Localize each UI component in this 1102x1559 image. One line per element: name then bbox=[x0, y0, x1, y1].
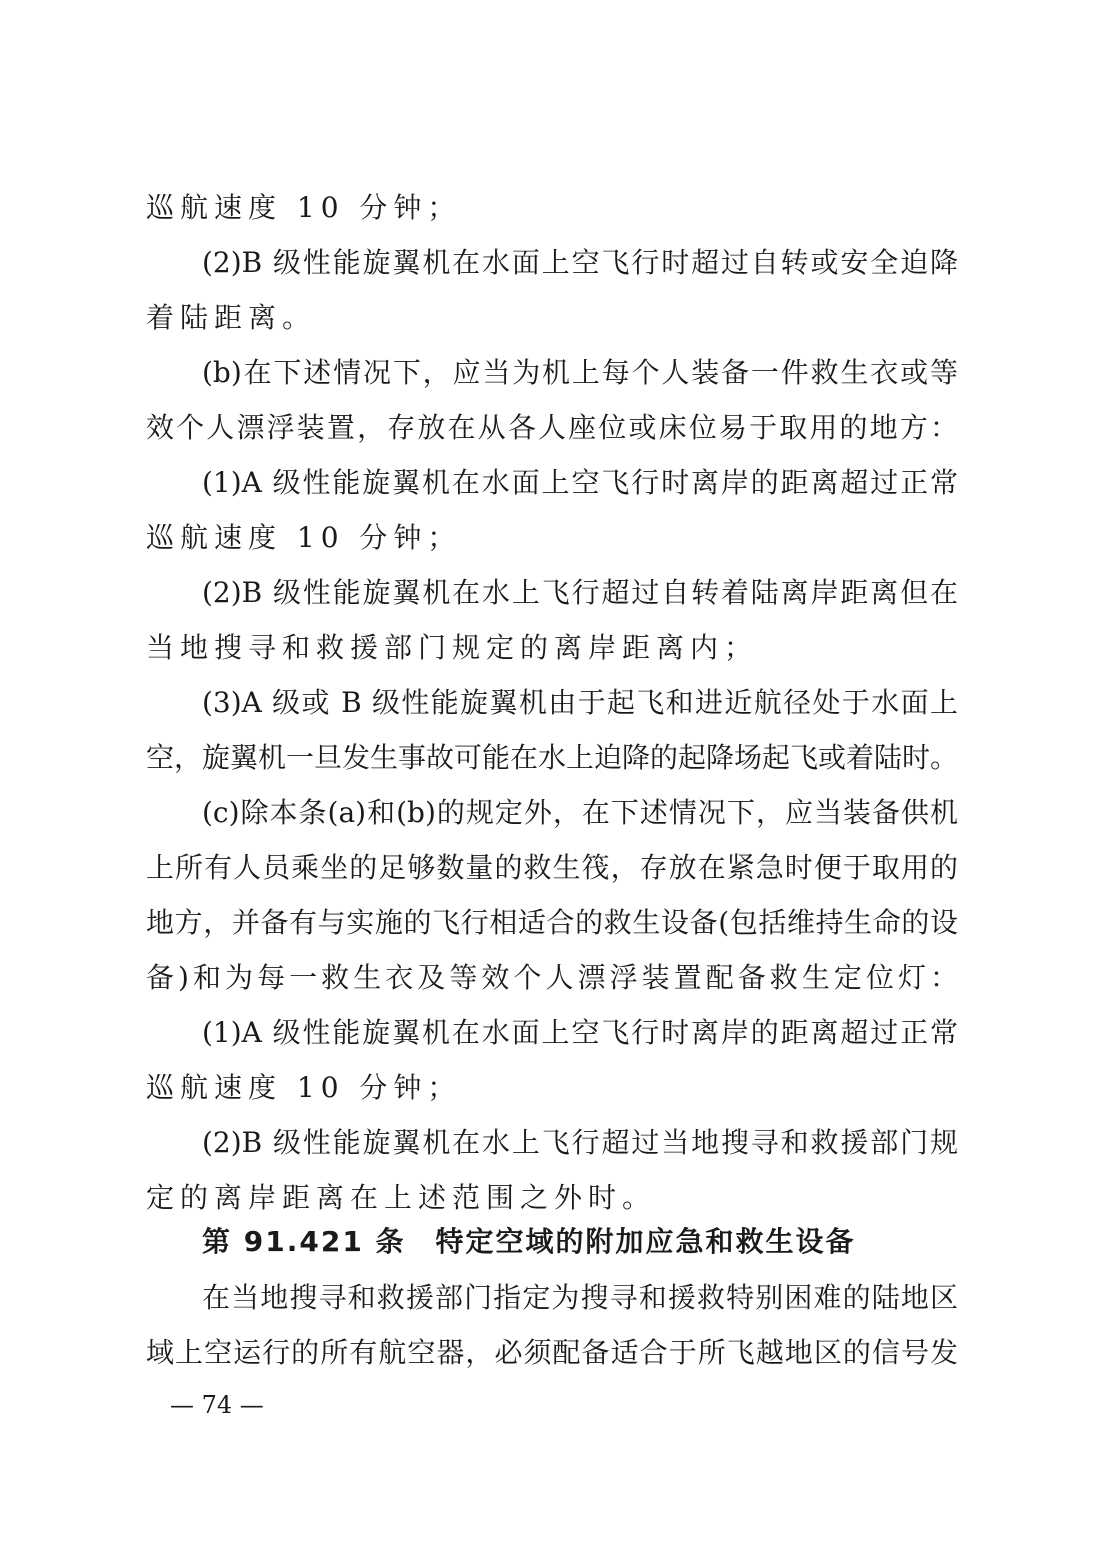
text-line: 巡航速度 10 分钟； bbox=[146, 1071, 462, 1104]
text-line: 地方，并备有与实施的飞行相适合的救生设备(包括维持生命的设 bbox=[146, 906, 958, 939]
text-line: (1)A 级性能旋翼机在水面上空飞行时离岸的距离超过正常 bbox=[202, 1016, 958, 1049]
text-line: 定的离岸距离在上述范围之外时。 bbox=[146, 1181, 657, 1214]
text-line: 巡航速度 10 分钟； bbox=[146, 191, 462, 224]
text-line: (2)B 级性能旋翼机在水上飞行超过自转着陆离岸距离但在 bbox=[202, 576, 958, 609]
text-line: (c)除本条(a)和(b)的规定外，在下述情况下，应当装备供机 bbox=[202, 796, 958, 829]
text-line: 效个人漂浮装置，存放在从各人座位或床位易于取用的地方： bbox=[146, 411, 958, 444]
text-line: (3)A 级或 B 级性能旋翼机由于起飞和进近航径处于水面上 bbox=[202, 686, 958, 719]
text-line: (2)B 级性能旋翼机在水上飞行超过当地搜寻和救援部门规 bbox=[202, 1126, 958, 1159]
text-line: (1)A 级性能旋翼机在水面上空飞行时离岸的距离超过正常 bbox=[202, 466, 958, 499]
text-line: (2)B 级性能旋翼机在水面上空飞行时超过自转或安全迫降 bbox=[202, 246, 958, 279]
text-line: 着陆距离。 bbox=[146, 301, 317, 334]
text-line: 上所有人员乘坐的足够数量的救生筏，存放在紧急时便于取用的 bbox=[146, 851, 958, 884]
article-heading: 第 91.421 条 特定空域的附加应急和救生设备 bbox=[202, 1225, 856, 1258]
text-line: 当地搜寻和救援部门规定的离岸距离内； bbox=[146, 631, 759, 664]
text-line: 巡航速度 10 分钟； bbox=[146, 521, 462, 554]
text-line: 域上空运行的所有航空器，必须配备适合于所飞越地区的信号发 bbox=[146, 1336, 958, 1369]
text-line: (b)在下述情况下，应当为机上每个人装备一件救生衣或等 bbox=[202, 356, 958, 389]
text-line: 备)和为每一救生衣及等效个人漂浮装置配备救生定位灯： bbox=[146, 961, 958, 994]
text-line: 在当地搜寻和救援部门指定为搜寻和援救特别困难的陆地区 bbox=[202, 1281, 958, 1314]
text-line: 空，旋翼机一旦发生事故可能在水上迫降的起降场起飞或着陆时。 bbox=[146, 741, 958, 774]
page-number: — 74 — bbox=[170, 1391, 264, 1419]
